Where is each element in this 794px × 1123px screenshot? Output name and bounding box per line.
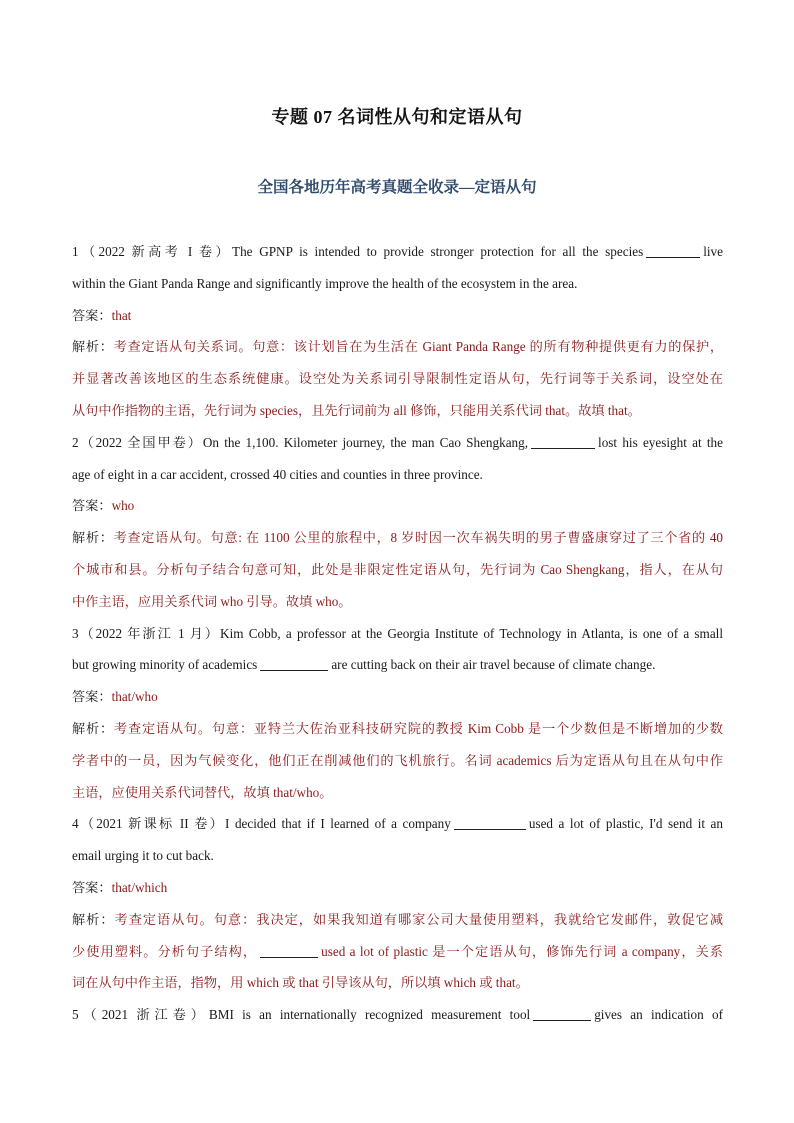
answer-blank (531, 434, 595, 449)
question-3-line-1: 3（2022 年浙江 1 月）Kim Cobb, a professor at the Georgia Institute of Technology in Atlanta, is one of a small (72, 625, 723, 641)
question-2-answer: 答案：who (72, 498, 135, 514)
question-3-line-2: but growing minority of academics are cutting back on their air travel because of climate change. (72, 657, 656, 673)
question-4-analysis-line-1: 解析：考查定语从句。句意：我决定，如果我知道有哪家公司大量使用塑料，我就给它发邮件，敦促它减 (72, 911, 723, 927)
question-3-answer: 答案：that/who (72, 689, 158, 705)
question-4-line-1: 4（2021 新课标 II 卷）I decided that if I learned of a company used a lot of plastic, I'd send it an (72, 816, 723, 832)
question-3-analysis-line-2: 学者中的一员，因为气候变化，他们正在削减他们的飞机旅行。名词 academics 后为定语从句且在从句中作 (72, 752, 723, 768)
question-list (72, 236, 723, 1031)
question-4-analysis-line-3: 词在从句中作主语，指物，用 which 或 that 引导该从句，所以填 which 或 that。 (72, 975, 529, 991)
question-2-analysis-line-2: 个城市和县。分析句子结合句意可知，此处是非限定性定语从句，先行词为 Cao Shengkang，指人，在从句 (72, 561, 723, 577)
question-1-analysis-line-2: 并显著改善该地区的生态系统健康。设空处为关系词引导限制性定语从句，先行词等于关系词，设空处在 (72, 371, 723, 387)
question-1-analysis-line-3: 从句中作指物的主语，先行词为 species，且先行词前为 all 修饰，只能用关系代词 that。故填 that。 (72, 402, 641, 418)
question-2-line-1: 2（2022 全国甲卷）On the 1,100. Kilometer journey, the man Cao Shengkang, lost his eyesight at the (72, 434, 723, 450)
question-3-analysis-line-1: 解析：考查定语从句。句意：亚特兰大佐治亚科技研究院的教授 Kim Cobb 是一个少数但是不断增加的少数 (72, 720, 723, 736)
question-2-analysis-line-1: 解析：考查定语从句。句意: 在 1100 公里的旅程中，8 岁时因一次车祸失明的男子曹盛康穿过了三个省的 40 (72, 530, 723, 546)
question-1-line-1: 1（2022 新高考 I 卷）The GPNP is intended to provide stronger protection for all the species live (72, 244, 723, 259)
answer-blank (646, 243, 700, 258)
answer-blank (260, 943, 318, 958)
question-1-line-2: within the Giant Panda Range and significantly improve the health of the ecosystem in the area. (72, 275, 578, 291)
answer-blank (533, 1006, 591, 1021)
question-4-answer: 答案：that/which (72, 879, 168, 895)
section-subtitle: 全国各地历年高考真题全收录—定语从句 (257, 179, 537, 196)
question-1-analysis-line-1: 解析：考查定语从句关系词。句意：该计划旨在为生活在 Giant Panda Range 的所有物种提供更有力的保护， (72, 339, 723, 355)
answer-blank (454, 815, 526, 830)
question-3-analysis-line-3: 主语，应使用关系代词替代，故填 that/who。 (72, 784, 333, 800)
question-1-answer: 答案：that (72, 307, 132, 323)
question-2-line-2: age of eight in a car accident, crossed 40 cities and counties in three province. (72, 466, 483, 482)
page-title: 专题 07 名词性从句和定语从句 (271, 107, 523, 127)
question-2-analysis-line-3: 中作主语，应用关系代词 who 引导。故填 who。 (72, 593, 352, 609)
question-4-line-2: email urging it to cut back. (72, 848, 214, 864)
question-4-analysis-line-2: 少使用塑料。分析句子结构， used a lot of plastic 是一个定语从句，修饰先行词 a company，关系 (72, 943, 723, 959)
question-5-line-1: 5（2021 浙江卷）BMI is an internationally recognized measurement tool gives an indication of (72, 1007, 723, 1023)
answer-blank (260, 656, 328, 671)
